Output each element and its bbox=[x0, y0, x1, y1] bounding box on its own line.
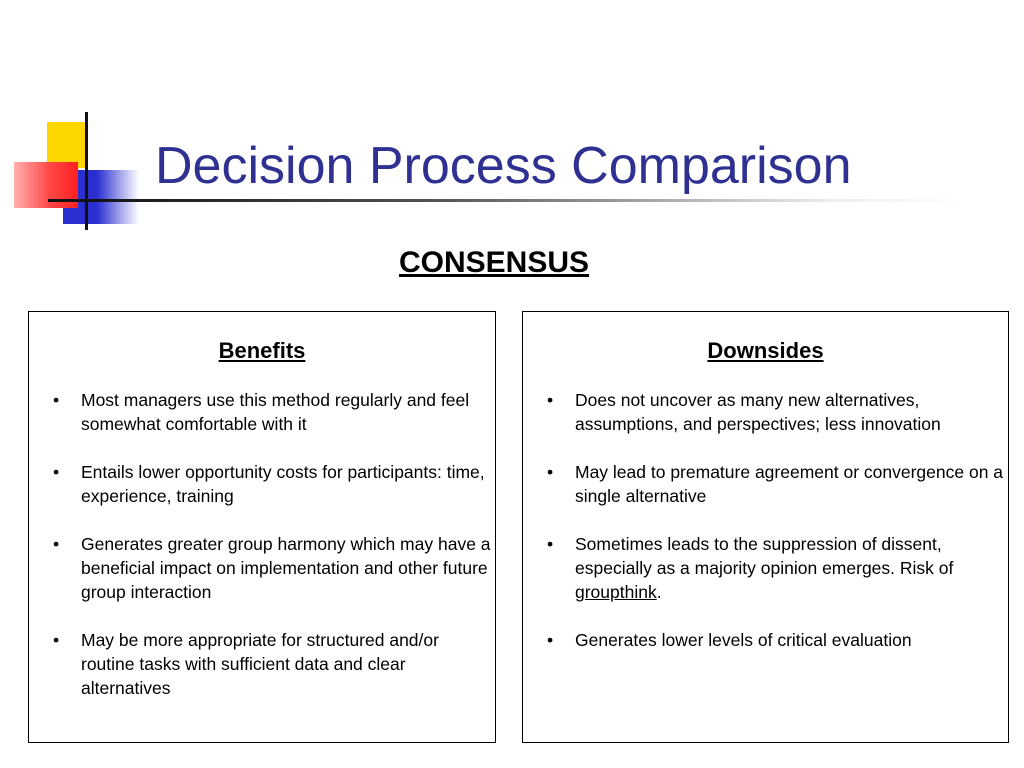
logo-vertical-line bbox=[85, 112, 88, 230]
list-item-text: Does not uncover as many new alternatives, assumptions, and perspectives; less innovation bbox=[575, 390, 941, 434]
bullet-icon: • bbox=[53, 534, 60, 554]
list-item-text: Most managers use this method regularly and feel somewhat comfortable with it bbox=[81, 390, 470, 434]
bullet-icon: • bbox=[547, 630, 554, 650]
benefits-list bbox=[29, 388, 495, 700]
list-item-text: May be more appropriate for structured and/or routine tasks with sufficient data and clear alternatives bbox=[81, 630, 439, 698]
list-item bbox=[53, 388, 491, 436]
list-item-text-end: . bbox=[656, 582, 662, 602]
list-item bbox=[53, 532, 491, 604]
list-item bbox=[53, 628, 491, 700]
downsides-list bbox=[523, 388, 1008, 652]
title-underline-rule bbox=[88, 199, 968, 202]
groupthink-link[interactable]: groupthink bbox=[575, 582, 657, 602]
list-item bbox=[53, 460, 491, 508]
bullet-icon: • bbox=[53, 630, 60, 650]
bullet-icon: • bbox=[547, 462, 554, 482]
slide-subtitle: CONSENSUS bbox=[398, 246, 590, 279]
list-item-text: Generates greater group harmony which may have a beneficial impact on implementation and other future group interaction bbox=[81, 534, 491, 602]
list-item-text: Generates lower levels of critical evaluation bbox=[575, 630, 912, 650]
bullet-icon: • bbox=[547, 534, 554, 554]
list-item bbox=[547, 460, 1004, 508]
benefits-panel bbox=[28, 311, 496, 743]
list-item bbox=[547, 388, 1004, 436]
slide-title: Decision Process Comparison bbox=[155, 137, 852, 195]
downsides-heading: Downsides bbox=[707, 338, 824, 363]
list-item bbox=[547, 532, 1004, 604]
list-item-text bbox=[575, 534, 953, 602]
list-item bbox=[547, 628, 1004, 652]
bullet-icon: • bbox=[53, 462, 60, 482]
bullet-icon: • bbox=[53, 390, 60, 410]
bullet-icon: • bbox=[547, 390, 554, 410]
benefits-heading: Benefits bbox=[218, 338, 306, 363]
list-item-text: Entails lower opportunity costs for participants: time, experience, training bbox=[81, 462, 485, 506]
downsides-panel bbox=[522, 311, 1009, 743]
decorative-logo-graphic bbox=[0, 0, 160, 240]
list-item-text-start: Sometimes leads to the suppression of dissent, especially as a majority opinion emerges. Risk of bbox=[575, 534, 954, 578]
list-item-text: May lead to premature agreement or convergence on a single alternative bbox=[575, 462, 1004, 506]
